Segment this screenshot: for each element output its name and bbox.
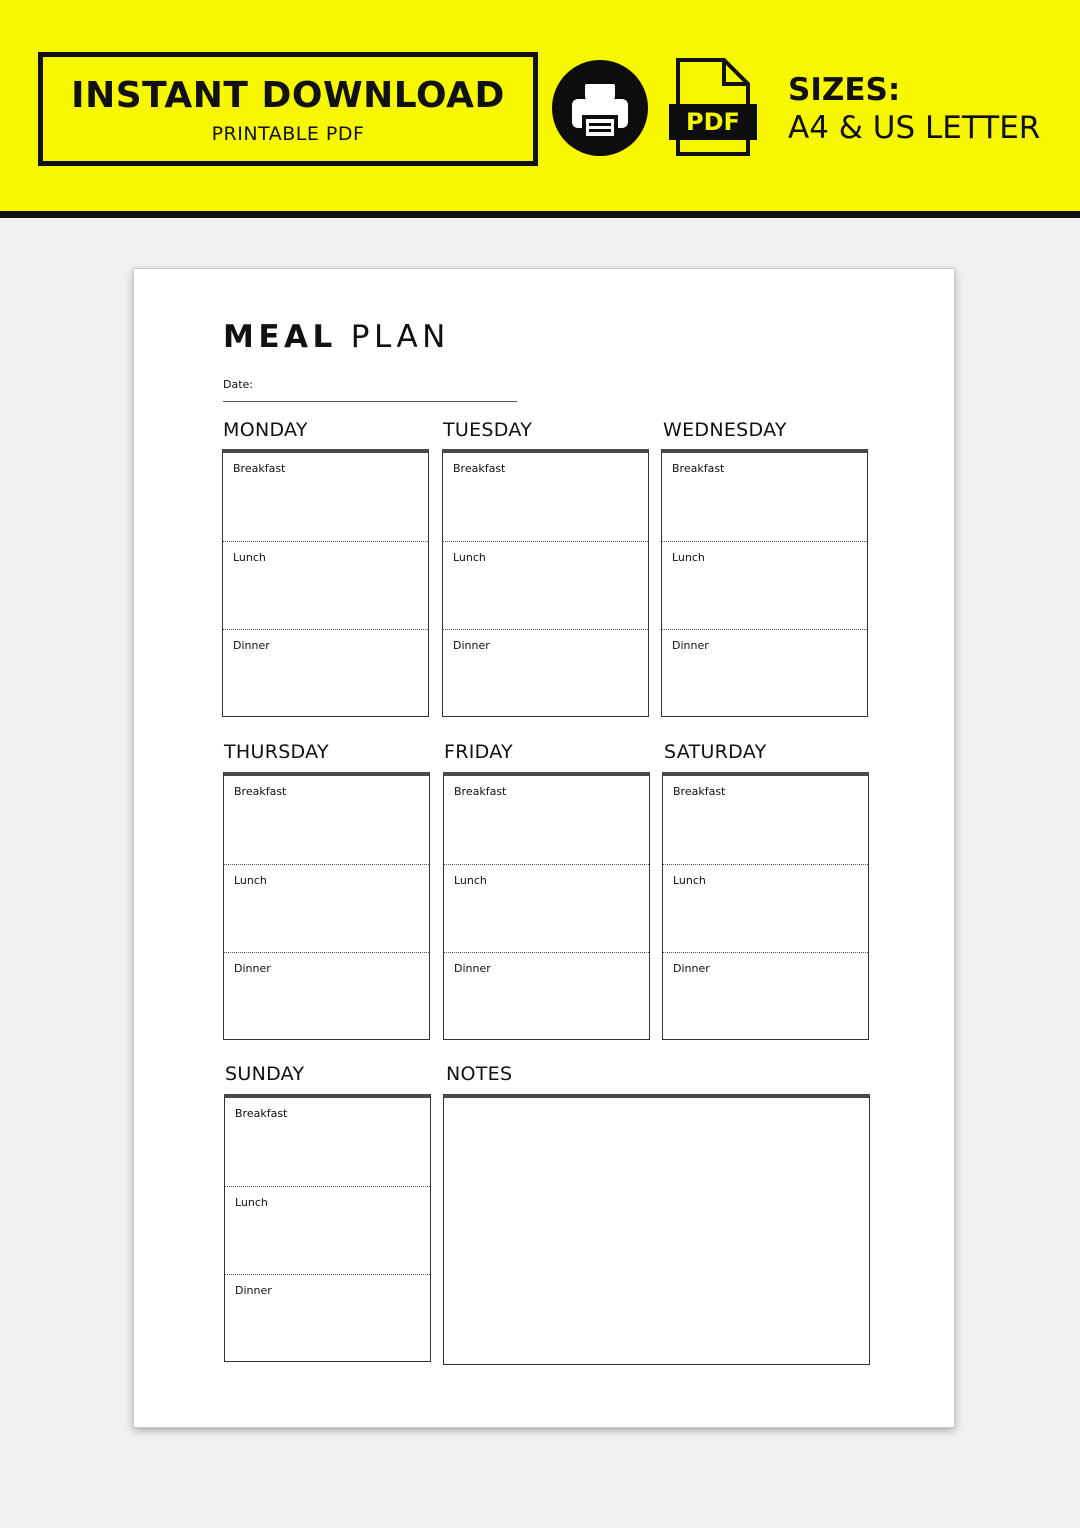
meal-slot-lunch[interactable] [223,541,428,630]
meal-label: Breakfast [235,1107,288,1120]
meal-slot-breakfast[interactable] [444,776,649,864]
meal-slot-dinner[interactable] [444,952,649,1041]
day-heading-sunday: SUNDAY [225,1063,305,1085]
meal-slot-breakfast[interactable] [662,453,867,541]
day-box-tuesday [442,449,649,717]
meal-slot-lunch[interactable] [662,541,867,630]
meal-slot-breakfast[interactable] [223,453,428,541]
meal-label: Dinner [454,962,491,975]
meal-label: Breakfast [453,462,506,475]
title-light: PLAN [350,319,450,355]
meal-label: Breakfast [233,462,286,475]
notes-heading: NOTES [446,1063,513,1085]
printer-icon [552,60,648,156]
meal-label: Breakfast [673,785,726,798]
promo-banner [0,0,1080,218]
meal-slot-lunch[interactable] [224,864,429,953]
instant-download-badge [38,52,538,166]
meal-slot-dinner[interactable] [223,629,428,718]
page-title [223,319,450,355]
meal-slot-lunch[interactable] [225,1186,430,1275]
day-box-sunday [224,1094,431,1362]
meal-label: Breakfast [672,462,725,475]
meal-slot-breakfast[interactable] [224,776,429,864]
meal-slot-breakfast[interactable] [225,1098,430,1186]
meal-label: Dinner [233,639,270,652]
meal-label: Breakfast [234,785,287,798]
meal-label: Lunch [453,551,486,564]
meal-label: Dinner [234,962,271,975]
day-box-thursday [223,772,430,1040]
meal-label: Dinner [673,962,710,975]
date-label: Date: [223,378,253,391]
day-heading-wednesday: WEDNESDAY [663,419,787,441]
meal-slot-dinner[interactable] [224,952,429,1041]
day-box-monday [222,449,429,717]
meal-label: Lunch [672,551,705,564]
day-box-saturday [662,772,869,1040]
meal-slot-dinner[interactable] [225,1274,430,1363]
meal-slot-breakfast[interactable] [663,776,868,864]
meal-slot-breakfast[interactable] [443,453,648,541]
meal-label: Lunch [233,551,266,564]
day-heading-tuesday: TUESDAY [443,419,533,441]
meal-slot-lunch[interactable] [444,864,649,953]
day-heading-friday: FRIDAY [444,741,513,763]
day-heading-monday: MONDAY [223,419,308,441]
meal-label: Lunch [454,874,487,887]
notes-area[interactable] [443,1094,870,1365]
day-heading-saturday: SATURDAY [664,741,767,763]
pdf-label: PDF [669,104,757,140]
meal-label: Lunch [673,874,706,887]
meal-slot-dinner[interactable] [443,629,648,718]
date-field-line[interactable] [223,401,517,402]
meal-label: Dinner [235,1284,272,1297]
meal-slot-lunch[interactable] [663,864,868,953]
download-title: INSTANT DOWNLOAD [71,75,505,116]
meal-label: Breakfast [454,785,507,798]
meal-label: Lunch [234,874,267,887]
meal-slot-dinner[interactable] [662,629,867,718]
meal-slot-dinner[interactable] [663,952,868,1041]
day-box-wednesday [661,449,868,717]
sizes-value: A4 & US LETTER [788,110,1041,146]
download-subtitle: PRINTABLE PDF [211,123,365,145]
meal-label: Dinner [453,639,490,652]
meal-slot-lunch[interactable] [443,541,648,630]
meal-label: Dinner [672,639,709,652]
meal-label: Lunch [235,1196,268,1209]
meal-plan-sheet [133,268,955,1428]
day-box-friday [443,772,650,1040]
title-bold: MEAL [223,319,337,355]
sizes-title: SIZES: [788,72,901,108]
day-heading-thursday: THURSDAY [224,741,329,763]
